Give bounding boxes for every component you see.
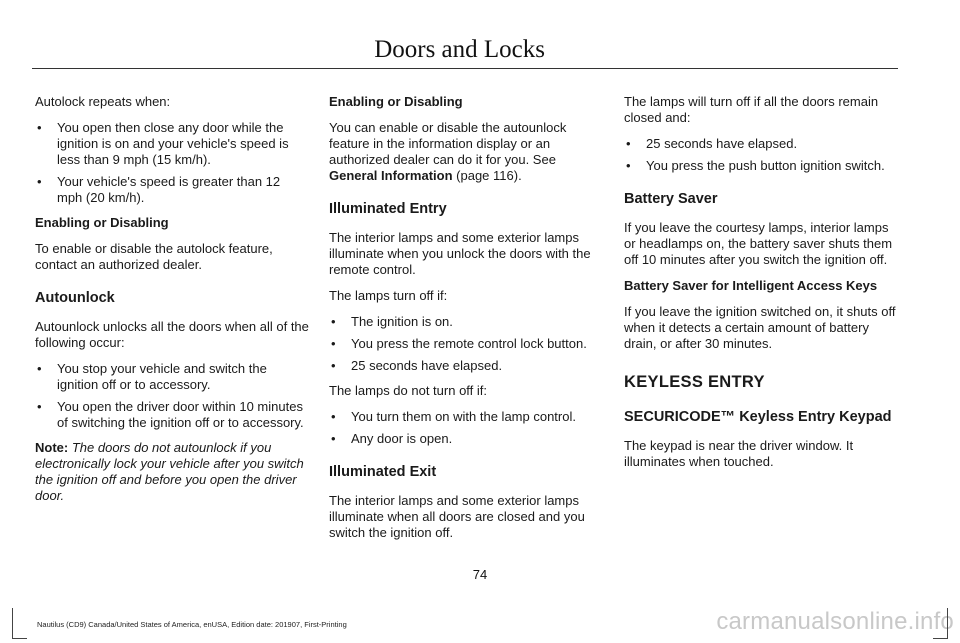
edition-footer: Nautilus (CD9) Canada/United States of America, enUSA, Edition date: 201907, First-Printing (37, 620, 347, 629)
bullet-icon: • (331, 358, 336, 373)
list-item: • 25 seconds have elapsed. (331, 358, 503, 373)
illuminated-exit-text: The interior lamps and some exterior lamps illuminate when all doors are closed and you switch the ignition off. (329, 493, 585, 540)
subheading-intelligent-access: Battery Saver for Intelligent Access Keys (624, 278, 878, 293)
lamps-turn-off-intro: The lamps turn off if: (329, 288, 448, 303)
lamps-not-off-intro: The lamps do not turn off if: (329, 383, 488, 398)
column-left (35, 94, 309, 514)
illuminated-entry-text: The interior lamps and some exterior lamps illuminate when you unlock the doors with the remote control. (329, 230, 591, 277)
bullet-icon: • (37, 399, 42, 414)
crop-mark-right (933, 608, 948, 639)
list-item: • You press the remote control lock button. (331, 336, 587, 351)
bullet-icon: • (331, 431, 336, 446)
page-title: Doors and Locks (374, 36, 545, 63)
autolock-conditions-list (35, 120, 309, 206)
autounlock-text: Autounlock unlocks all the doors when all of the following occur: (35, 319, 309, 350)
bullet-icon: • (37, 361, 42, 376)
intelligent-access-text: If you leave the ignition switched on, it shuts off when it detects a certain amount of battery drain, or after 30 minutes. (624, 304, 896, 351)
list-item: • Your vehicle's speed is greater than 12 mph (20 km/h). (37, 174, 281, 205)
bullet-icon: • (331, 336, 336, 351)
autounlock-conditions-list (35, 361, 309, 431)
page-reference: (page 116). (456, 168, 522, 183)
bullet-icon: • (331, 409, 336, 424)
page-number: 74 (472, 567, 488, 582)
heading-battery-saver: Battery Saver (624, 191, 718, 207)
note-paragraph (35, 440, 309, 504)
heading-securicode-keypad: SECURICODE™ Keyless Entry Keypad (624, 409, 892, 425)
note-text: The doors do not autounlock if you electronically lock your vehicle after you switch the ignition off and before you open the driver door. (35, 440, 304, 503)
list-item: • You press the push button ignition switch. (626, 158, 885, 173)
lamps-off-conditions-list (624, 136, 898, 174)
list-item: • You open the driver door within 10 minutes of switching the ignition off or to accessory. (37, 399, 304, 430)
list-item: • The ignition is on. (331, 314, 453, 329)
battery-saver-text: If you leave the courtesy lamps, interior lamps or headlamps on, the battery saver shuts them off 10 minutes after you switch the ignition off. (624, 220, 893, 267)
bullet-icon: • (626, 136, 631, 151)
list-item: • You turn them on with the lamp control. (331, 409, 576, 424)
bullet-icon: • (37, 120, 42, 135)
lamps-not-off-list (329, 409, 603, 447)
keypad-text: The keypad is near the driver window. It illuminates when touched. (624, 438, 854, 469)
section-heading-keyless-entry: KEYLESS ENTRY (624, 373, 765, 391)
list-item: • You stop your vehicle and switch the ignition off or to accessory. (37, 361, 267, 392)
column-right (624, 94, 898, 480)
header-divider (32, 68, 898, 69)
lamps-off-intro: The lamps will turn off if all the doors remain closed and: (624, 94, 879, 125)
subheading-enabling: Enabling or Disabling (329, 94, 463, 109)
subheading-enabling: Enabling or Disabling (35, 215, 169, 230)
bullet-icon: • (331, 314, 336, 329)
note-label: Note: (35, 440, 69, 455)
enable-autolock-text: To enable or disable the autolock feature, contact an authorized dealer. (35, 241, 273, 272)
enable-autounlock-text: You can enable or disable the autounlock feature in the information display or an authorized dealer can do it for you. See General Information (page 116). (329, 120, 567, 183)
lamps-turn-off-list (329, 314, 603, 374)
bullet-icon: • (37, 174, 42, 189)
bullet-icon: • (626, 158, 631, 173)
list-item: • 25 seconds have elapsed. (626, 136, 798, 151)
heading-autounlock: Autounlock (35, 290, 115, 306)
list-item: • Any door is open. (331, 431, 453, 446)
list-item: • You open then close any door while the ignition is on and your vehicle's speed is less than 9 mph (15 km/h). (37, 120, 289, 167)
autolock-intro: Autolock repeats when: (35, 94, 171, 109)
column-middle (329, 94, 603, 551)
watermark: carmanualsonline.info (716, 608, 954, 635)
heading-illuminated-exit: Illuminated Exit (329, 464, 437, 480)
heading-illuminated-entry: Illuminated Entry (329, 201, 447, 217)
cross-reference-link[interactable]: General Information (329, 168, 453, 183)
crop-mark-left (12, 608, 27, 639)
